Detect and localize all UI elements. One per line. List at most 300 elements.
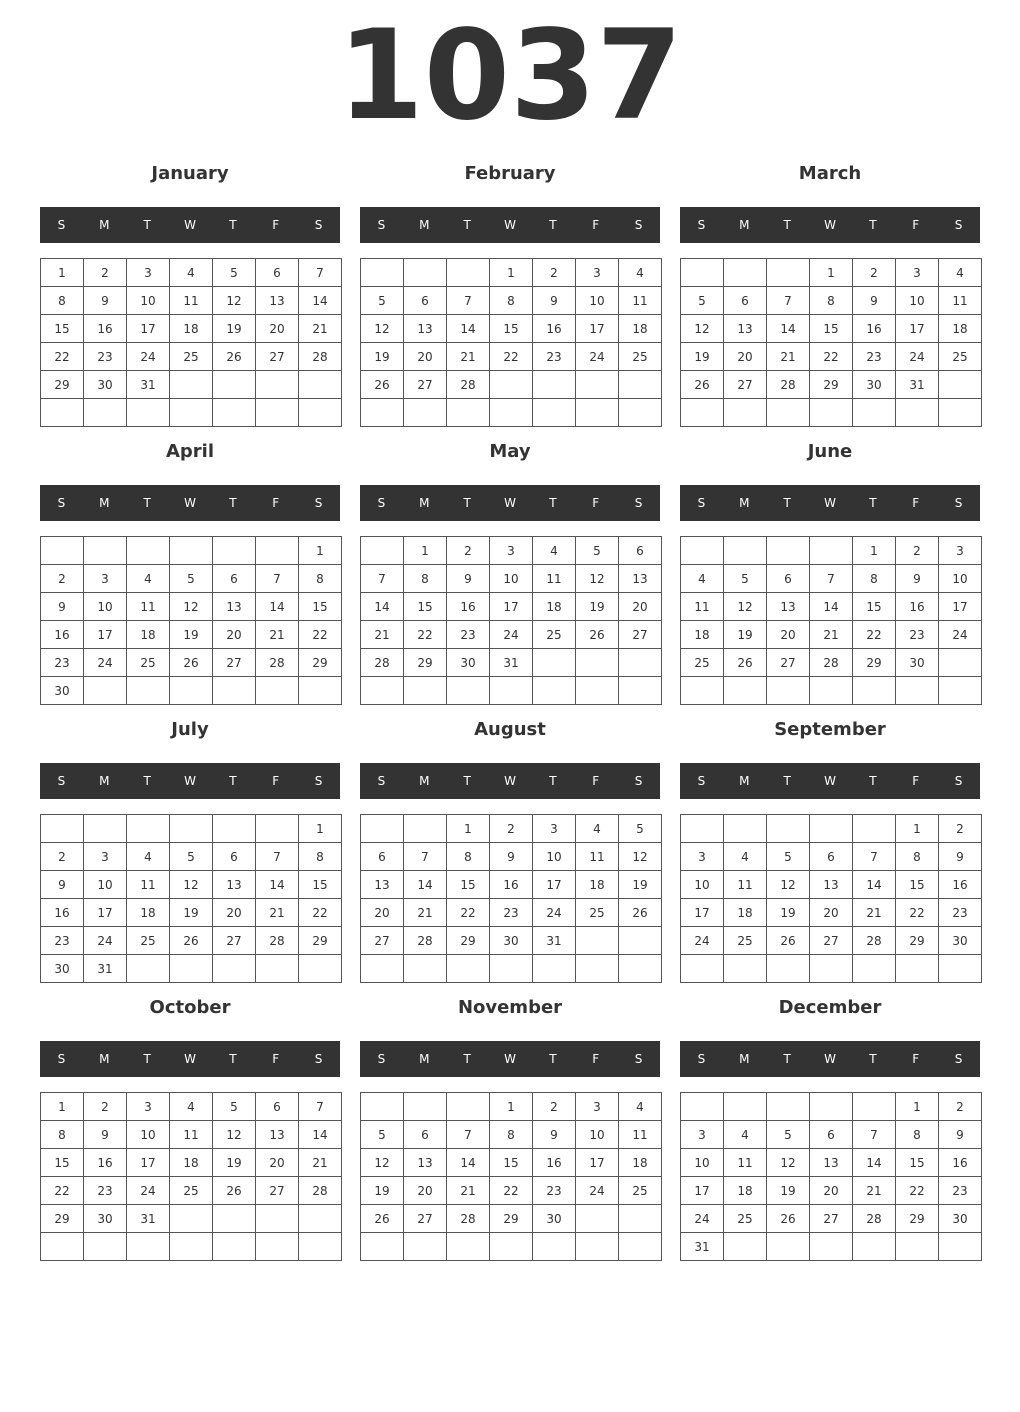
empty-day-cell bbox=[170, 677, 213, 705]
day-cell: 24 bbox=[576, 1177, 619, 1205]
empty-day-cell bbox=[361, 399, 404, 427]
day-cell: 10 bbox=[84, 593, 127, 621]
empty-day-cell bbox=[447, 1233, 490, 1261]
day-cell: 4 bbox=[939, 259, 982, 287]
week-row bbox=[361, 343, 662, 371]
day-cell: 20 bbox=[256, 1149, 299, 1177]
empty-day-cell bbox=[896, 399, 939, 427]
day-cell: 16 bbox=[533, 1149, 576, 1177]
empty-day-cell bbox=[681, 677, 724, 705]
empty-day-cell bbox=[724, 1233, 767, 1261]
day-cell: 13 bbox=[404, 315, 447, 343]
empty-day-cell bbox=[127, 955, 170, 983]
empty-day-cell bbox=[576, 955, 619, 983]
day-cell: 26 bbox=[681, 371, 724, 399]
day-cell: 12 bbox=[619, 843, 662, 871]
day-cell: 13 bbox=[361, 871, 404, 899]
day-cell: 27 bbox=[619, 621, 662, 649]
weekday-label: S bbox=[377, 496, 386, 510]
day-cell: 23 bbox=[447, 621, 490, 649]
week-row bbox=[361, 315, 662, 343]
day-cell: 11 bbox=[576, 843, 619, 871]
day-cell: 18 bbox=[127, 621, 170, 649]
day-cell: 25 bbox=[533, 621, 576, 649]
day-cell: 21 bbox=[256, 621, 299, 649]
day-cell: 10 bbox=[681, 871, 724, 899]
day-cell: 14 bbox=[299, 287, 342, 315]
weekday-label: T bbox=[143, 774, 151, 788]
weekday-header bbox=[40, 763, 340, 799]
day-cell: 1 bbox=[41, 259, 84, 287]
empty-day-cell bbox=[213, 399, 256, 427]
empty-day-cell bbox=[724, 399, 767, 427]
day-cell: 9 bbox=[939, 843, 982, 871]
week-row bbox=[361, 1205, 662, 1233]
empty-day-cell bbox=[810, 1233, 853, 1261]
day-cell: 30 bbox=[490, 927, 533, 955]
day-cell: 5 bbox=[681, 287, 724, 315]
day-cell: 20 bbox=[619, 593, 662, 621]
weekday-label: W bbox=[184, 218, 196, 232]
day-cell: 16 bbox=[447, 593, 490, 621]
day-cell: 7 bbox=[404, 843, 447, 871]
weekday-label: S bbox=[954, 496, 963, 510]
weekday-label: T bbox=[549, 496, 557, 510]
weekday-label: W bbox=[504, 218, 516, 232]
day-cell: 14 bbox=[447, 315, 490, 343]
day-cell: 27 bbox=[256, 343, 299, 371]
day-cell: 5 bbox=[361, 1121, 404, 1149]
week-row bbox=[361, 871, 662, 899]
day-cell: 14 bbox=[853, 871, 896, 899]
empty-day-cell bbox=[767, 677, 810, 705]
day-cell: 16 bbox=[533, 315, 576, 343]
day-cell: 23 bbox=[490, 899, 533, 927]
day-cell: 18 bbox=[170, 315, 213, 343]
day-cell: 12 bbox=[361, 315, 404, 343]
day-cell: 19 bbox=[619, 871, 662, 899]
day-cell: 31 bbox=[490, 649, 533, 677]
day-cell: 27 bbox=[810, 927, 853, 955]
month-name: November bbox=[457, 997, 563, 1018]
day-cell: 15 bbox=[490, 1149, 533, 1177]
day-cell: 11 bbox=[170, 287, 213, 315]
day-cell: 29 bbox=[447, 927, 490, 955]
day-cell: 16 bbox=[84, 1149, 127, 1177]
day-cell: 12 bbox=[681, 315, 724, 343]
week-row bbox=[41, 371, 342, 399]
empty-day-cell bbox=[404, 1233, 447, 1261]
weekday-label: S bbox=[697, 218, 706, 232]
day-cell: 24 bbox=[681, 927, 724, 955]
day-cell: 18 bbox=[170, 1149, 213, 1177]
weekday-label: M bbox=[99, 496, 110, 510]
day-cell: 20 bbox=[361, 899, 404, 927]
empty-day-cell bbox=[767, 537, 810, 565]
day-cell: 2 bbox=[447, 537, 490, 565]
weekday-label: W bbox=[504, 1052, 516, 1066]
weekday-label: M bbox=[99, 218, 110, 232]
day-cell: 18 bbox=[681, 621, 724, 649]
day-cell: 9 bbox=[939, 1121, 982, 1149]
day-cell: 7 bbox=[853, 843, 896, 871]
day-cell: 12 bbox=[170, 871, 213, 899]
empty-day-cell bbox=[213, 815, 256, 843]
week-row bbox=[681, 371, 982, 399]
empty-day-cell bbox=[490, 1233, 533, 1261]
day-cell: 1 bbox=[404, 537, 447, 565]
weekday-label: T bbox=[549, 218, 557, 232]
day-cell: 5 bbox=[724, 565, 767, 593]
empty-day-cell bbox=[619, 1233, 662, 1261]
empty-day-cell bbox=[939, 677, 982, 705]
week-row bbox=[361, 1093, 662, 1121]
week-row bbox=[41, 899, 342, 927]
day-cell: 31 bbox=[127, 371, 170, 399]
day-cell: 19 bbox=[361, 1177, 404, 1205]
day-cell: 24 bbox=[490, 621, 533, 649]
weekday-header bbox=[360, 763, 660, 799]
empty-day-cell bbox=[853, 399, 896, 427]
day-cell: 16 bbox=[490, 871, 533, 899]
day-cell: 3 bbox=[84, 565, 127, 593]
day-cell: 21 bbox=[447, 343, 490, 371]
weekday-label: M bbox=[739, 496, 750, 510]
day-cell: 9 bbox=[84, 287, 127, 315]
day-cell: 12 bbox=[767, 871, 810, 899]
day-cell: 18 bbox=[619, 1149, 662, 1177]
day-cell: 30 bbox=[41, 955, 84, 983]
day-cell: 27 bbox=[767, 649, 810, 677]
day-cell: 9 bbox=[84, 1121, 127, 1149]
weekday-label: M bbox=[419, 218, 430, 232]
day-cell: 21 bbox=[299, 315, 342, 343]
day-cell: 3 bbox=[939, 537, 982, 565]
day-cell: 4 bbox=[619, 1093, 662, 1121]
day-cell: 21 bbox=[299, 1149, 342, 1177]
month-name: April bbox=[165, 441, 215, 462]
week-row bbox=[681, 565, 982, 593]
empty-day-cell bbox=[724, 1093, 767, 1121]
empty-day-cell bbox=[170, 815, 213, 843]
weekday-header bbox=[680, 763, 980, 799]
day-cell: 27 bbox=[213, 927, 256, 955]
day-cell: 23 bbox=[84, 1177, 127, 1205]
day-cell: 15 bbox=[896, 871, 939, 899]
week-row bbox=[681, 899, 982, 927]
day-cell: 9 bbox=[41, 871, 84, 899]
day-cell: 24 bbox=[84, 649, 127, 677]
weekday-label: S bbox=[634, 218, 643, 232]
day-cell: 5 bbox=[170, 843, 213, 871]
day-grid bbox=[40, 536, 342, 705]
empty-day-cell bbox=[170, 371, 213, 399]
day-cell: 26 bbox=[361, 1205, 404, 1233]
weekday-label: S bbox=[634, 496, 643, 510]
empty-day-cell bbox=[681, 537, 724, 565]
day-cell: 25 bbox=[681, 649, 724, 677]
day-cell: 2 bbox=[84, 259, 127, 287]
day-cell: 28 bbox=[256, 927, 299, 955]
weekday-header bbox=[680, 485, 980, 521]
week-row bbox=[681, 1149, 982, 1177]
day-cell: 14 bbox=[299, 1121, 342, 1149]
day-cell: 5 bbox=[213, 1093, 256, 1121]
day-cell: 15 bbox=[810, 315, 853, 343]
day-cell: 2 bbox=[533, 1093, 576, 1121]
empty-day-cell bbox=[619, 955, 662, 983]
day-cell: 29 bbox=[490, 1205, 533, 1233]
day-cell: 29 bbox=[41, 1205, 84, 1233]
day-cell: 11 bbox=[724, 1149, 767, 1177]
empty-day-cell bbox=[84, 399, 127, 427]
day-cell: 19 bbox=[170, 899, 213, 927]
day-cell: 31 bbox=[533, 927, 576, 955]
day-cell: 23 bbox=[896, 621, 939, 649]
day-cell: 6 bbox=[404, 1121, 447, 1149]
day-cell: 25 bbox=[170, 343, 213, 371]
day-cell: 10 bbox=[533, 843, 576, 871]
day-cell: 28 bbox=[853, 927, 896, 955]
day-cell: 17 bbox=[127, 1149, 170, 1177]
day-cell: 31 bbox=[896, 371, 939, 399]
weekday-header bbox=[360, 1041, 660, 1077]
day-cell: 27 bbox=[256, 1177, 299, 1205]
empty-day-cell bbox=[939, 649, 982, 677]
day-cell: 16 bbox=[84, 315, 127, 343]
weekday-label: T bbox=[783, 774, 791, 788]
weekday-label: T bbox=[463, 218, 471, 232]
empty-day-cell bbox=[404, 1093, 447, 1121]
empty-day-cell bbox=[939, 371, 982, 399]
week-row bbox=[41, 287, 342, 315]
week-row bbox=[361, 537, 662, 565]
day-cell: 15 bbox=[41, 1149, 84, 1177]
empty-day-cell bbox=[896, 677, 939, 705]
day-cell: 26 bbox=[724, 649, 767, 677]
week-row bbox=[681, 955, 982, 983]
empty-day-cell bbox=[681, 1093, 724, 1121]
week-row bbox=[681, 399, 982, 427]
week-row bbox=[361, 621, 662, 649]
day-cell: 22 bbox=[853, 621, 896, 649]
day-grid bbox=[360, 1092, 662, 1261]
day-cell: 28 bbox=[447, 1205, 490, 1233]
empty-day-cell bbox=[576, 1205, 619, 1233]
day-cell: 29 bbox=[41, 371, 84, 399]
day-cell: 26 bbox=[213, 1177, 256, 1205]
week-row bbox=[361, 371, 662, 399]
day-grid bbox=[360, 814, 662, 983]
day-cell: 22 bbox=[299, 899, 342, 927]
weekday-header bbox=[680, 207, 980, 243]
day-cell: 7 bbox=[447, 1121, 490, 1149]
day-cell: 8 bbox=[41, 287, 84, 315]
month-name: February bbox=[464, 163, 556, 184]
empty-day-cell bbox=[256, 399, 299, 427]
week-row bbox=[41, 399, 342, 427]
day-cell: 3 bbox=[896, 259, 939, 287]
day-cell: 1 bbox=[299, 815, 342, 843]
day-grid bbox=[360, 258, 662, 427]
day-cell: 15 bbox=[896, 1149, 939, 1177]
day-cell: 24 bbox=[84, 927, 127, 955]
day-cell: 22 bbox=[810, 343, 853, 371]
day-cell: 14 bbox=[767, 315, 810, 343]
weekday-label: S bbox=[697, 496, 706, 510]
empty-day-cell bbox=[447, 399, 490, 427]
weekday-label: W bbox=[184, 1052, 196, 1066]
day-cell: 12 bbox=[724, 593, 767, 621]
day-cell: 26 bbox=[361, 371, 404, 399]
empty-day-cell bbox=[724, 259, 767, 287]
day-cell: 5 bbox=[576, 537, 619, 565]
day-cell: 25 bbox=[619, 1177, 662, 1205]
day-cell: 6 bbox=[404, 287, 447, 315]
day-cell: 19 bbox=[576, 593, 619, 621]
day-cell: 2 bbox=[896, 537, 939, 565]
empty-day-cell bbox=[256, 1233, 299, 1261]
empty-day-cell bbox=[853, 1233, 896, 1261]
day-cell: 30 bbox=[853, 371, 896, 399]
day-cell: 22 bbox=[299, 621, 342, 649]
empty-day-cell bbox=[256, 815, 299, 843]
empty-day-cell bbox=[213, 1205, 256, 1233]
day-cell: 7 bbox=[361, 565, 404, 593]
day-cell: 27 bbox=[810, 1205, 853, 1233]
day-cell: 14 bbox=[853, 1149, 896, 1177]
empty-day-cell bbox=[767, 399, 810, 427]
empty-day-cell bbox=[361, 1233, 404, 1261]
day-cell: 4 bbox=[170, 259, 213, 287]
weekday-header bbox=[360, 485, 660, 521]
weekday-label: S bbox=[57, 774, 66, 788]
weekday-label: S bbox=[634, 1052, 643, 1066]
weekday-label: F bbox=[272, 218, 280, 232]
week-row bbox=[361, 815, 662, 843]
day-cell: 8 bbox=[896, 1121, 939, 1149]
weekday-label: T bbox=[463, 496, 471, 510]
weekday-label: S bbox=[314, 1052, 323, 1066]
weekday-header bbox=[40, 485, 340, 521]
month-name: October bbox=[149, 997, 231, 1018]
day-cell: 23 bbox=[84, 343, 127, 371]
empty-day-cell bbox=[41, 1233, 84, 1261]
empty-day-cell bbox=[41, 399, 84, 427]
empty-day-cell bbox=[853, 815, 896, 843]
week-row bbox=[361, 677, 662, 705]
day-cell: 11 bbox=[724, 871, 767, 899]
day-cell: 21 bbox=[404, 899, 447, 927]
day-cell: 2 bbox=[853, 259, 896, 287]
week-row bbox=[361, 287, 662, 315]
empty-day-cell bbox=[767, 1093, 810, 1121]
day-cell: 12 bbox=[213, 287, 256, 315]
weekday-label: F bbox=[592, 1052, 600, 1066]
day-cell: 9 bbox=[896, 565, 939, 593]
weekday-label: T bbox=[229, 218, 237, 232]
empty-day-cell bbox=[619, 371, 662, 399]
empty-day-cell bbox=[170, 955, 213, 983]
day-cell: 12 bbox=[170, 593, 213, 621]
day-cell: 30 bbox=[939, 927, 982, 955]
day-cell: 20 bbox=[810, 899, 853, 927]
day-cell: 20 bbox=[404, 1177, 447, 1205]
weekday-header bbox=[680, 1041, 980, 1077]
weekday-label: F bbox=[592, 496, 600, 510]
empty-day-cell bbox=[41, 815, 84, 843]
day-cell: 8 bbox=[490, 1121, 533, 1149]
weekday-label: S bbox=[697, 774, 706, 788]
empty-day-cell bbox=[361, 1093, 404, 1121]
weekday-label: S bbox=[697, 1052, 706, 1066]
day-cell: 11 bbox=[170, 1121, 213, 1149]
day-cell: 15 bbox=[404, 593, 447, 621]
week-row bbox=[41, 1093, 342, 1121]
weekday-label: S bbox=[954, 774, 963, 788]
day-cell: 30 bbox=[533, 1205, 576, 1233]
day-cell: 15 bbox=[299, 871, 342, 899]
empty-day-cell bbox=[127, 677, 170, 705]
day-cell: 7 bbox=[853, 1121, 896, 1149]
day-cell: 14 bbox=[810, 593, 853, 621]
day-cell: 22 bbox=[896, 899, 939, 927]
day-cell: 15 bbox=[299, 593, 342, 621]
day-cell: 18 bbox=[619, 315, 662, 343]
day-cell: 14 bbox=[256, 593, 299, 621]
week-row bbox=[681, 287, 982, 315]
empty-day-cell bbox=[619, 677, 662, 705]
week-row bbox=[681, 343, 982, 371]
week-row bbox=[41, 537, 342, 565]
empty-day-cell bbox=[681, 399, 724, 427]
weekday-label: T bbox=[783, 496, 791, 510]
day-cell: 17 bbox=[490, 593, 533, 621]
weekday-label: F bbox=[272, 1052, 280, 1066]
day-cell: 14 bbox=[404, 871, 447, 899]
day-cell: 22 bbox=[41, 1177, 84, 1205]
empty-day-cell bbox=[213, 955, 256, 983]
weekday-label: T bbox=[463, 774, 471, 788]
empty-day-cell bbox=[127, 815, 170, 843]
month-name: July bbox=[171, 719, 209, 740]
month-name: March bbox=[798, 163, 862, 184]
weekday-label: S bbox=[377, 1052, 386, 1066]
day-cell: 23 bbox=[41, 649, 84, 677]
week-row bbox=[361, 399, 662, 427]
week-row bbox=[361, 1149, 662, 1177]
day-cell: 22 bbox=[447, 899, 490, 927]
day-cell: 6 bbox=[213, 565, 256, 593]
week-row bbox=[681, 1233, 982, 1261]
week-row bbox=[681, 871, 982, 899]
week-row bbox=[41, 343, 342, 371]
day-cell: 23 bbox=[533, 1177, 576, 1205]
empty-day-cell bbox=[361, 815, 404, 843]
day-cell: 2 bbox=[490, 815, 533, 843]
day-cell: 1 bbox=[490, 259, 533, 287]
week-row bbox=[681, 649, 982, 677]
empty-day-cell bbox=[533, 371, 576, 399]
day-cell: 29 bbox=[299, 927, 342, 955]
day-cell: 13 bbox=[213, 593, 256, 621]
day-cell: 14 bbox=[256, 871, 299, 899]
day-cell: 8 bbox=[299, 843, 342, 871]
week-row bbox=[41, 871, 342, 899]
day-cell: 18 bbox=[724, 899, 767, 927]
empty-day-cell bbox=[256, 537, 299, 565]
day-cell: 8 bbox=[490, 287, 533, 315]
